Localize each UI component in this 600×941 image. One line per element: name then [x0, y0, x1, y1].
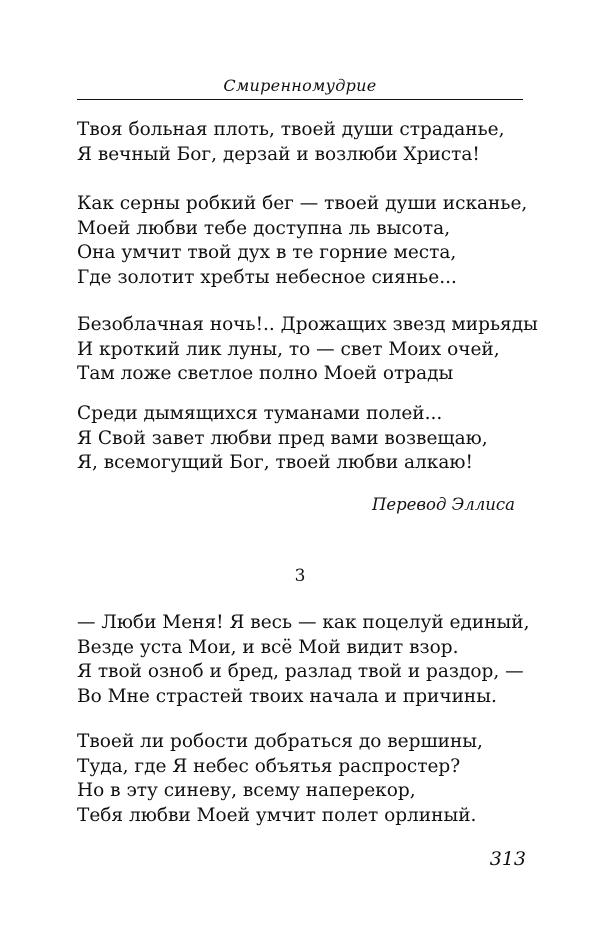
page-number: 313: [489, 848, 526, 870]
poem-line: И кроткий лик луны, то — свет Моих очей,: [77, 338, 500, 360]
poem-line: Твоей ли робости добраться до вершины,: [77, 731, 483, 752]
poem-line: Я, всемогущий Бог, твоей любви алкаю!: [77, 452, 473, 473]
running-header: Смиренномудрие: [223, 76, 377, 95]
poem-line: Как серны робкий бег — твоей души исканье,: [77, 193, 528, 214]
poem-line: Я Свой завет любви пред вами возвещаю,: [77, 427, 488, 449]
poem-line: Твоя больная плоть, твоей души страданье,: [77, 119, 505, 140]
header-rule: [77, 99, 523, 100]
poem-line: Туда, где Я небес объятья распростер?: [77, 755, 461, 777]
poem1-stanza-2: [77, 192, 537, 290]
poem2-stanza-1: [77, 611, 537, 709]
poem-line: Моей любви тебе доступна ль высота,: [77, 217, 451, 239]
poem-line: Но в эту синеву, всему наперекор,: [77, 780, 416, 801]
poem-line: Тебя любви Моей умчит полет орлиный.: [77, 804, 477, 826]
poem-line: Там ложе светлое полно Моей отрады: [77, 363, 454, 384]
poem-line: Где золотит хребты небесное сиянье...: [77, 266, 457, 288]
poem1-stanza-3: [77, 313, 537, 387]
poem-line: Везде уста Мои, и всё Мой видит взор.: [77, 636, 459, 658]
poem-line: Безоблачная ночь!.. Дрожащих звезд мирьяды: [77, 314, 538, 335]
translator-credit: Перевод Эллиса: [371, 495, 515, 514]
poem-line: Я твой озноб и бред, разлад твой и раздор, —: [77, 661, 524, 682]
poem1-stanza-1: [77, 118, 537, 167]
poem1-stanza-4: [77, 402, 537, 476]
poem-line: Среди дымящихся туманами полей...: [77, 403, 443, 424]
poem-number: 3: [294, 566, 306, 586]
poem2-stanza-2: [77, 730, 537, 828]
poem-line: Я вечный Бог, дерзай и возлюби Христа!: [77, 143, 480, 165]
poem-line: Во Мне страстей твоих начала и причины.: [77, 685, 497, 707]
poem-line: — Люби Меня! Я весь — как поцелуй единый,: [77, 612, 530, 633]
poem-line: Она умчит твой дух в те горние места,: [77, 242, 457, 263]
